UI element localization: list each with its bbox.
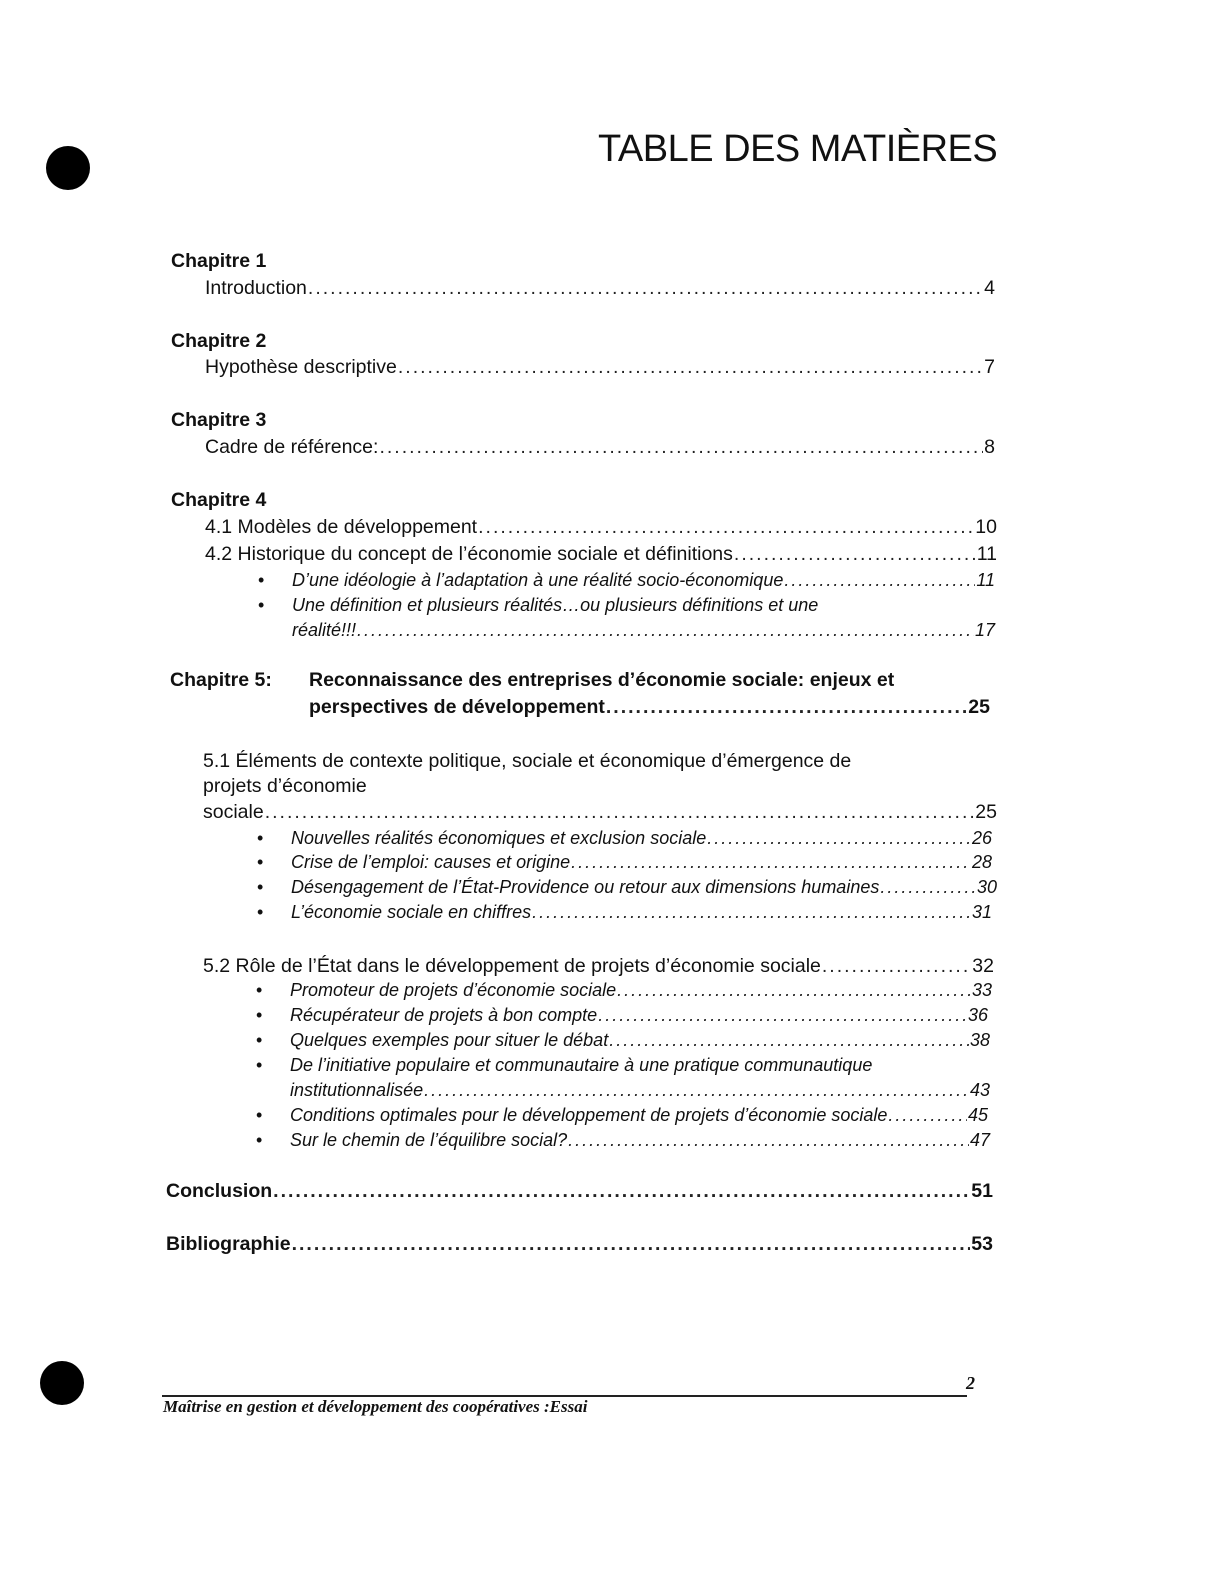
toc-entry: [290, 1080, 990, 1101]
toc-entry-label: Une définition et plusieurs réalités…ou plusieurs définitions et une: [292, 595, 819, 615]
toc-page-number: 38: [969, 1030, 990, 1050]
dot-leader: [880, 877, 976, 898]
toc-entry: [205, 543, 997, 566]
binder-hole-top: [46, 146, 90, 190]
toc-entry: [290, 1030, 990, 1051]
toc-heading: [290, 1055, 872, 1076]
toc-entry: [205, 436, 995, 459]
dot-leader: [707, 828, 971, 849]
dot-leader: [617, 980, 971, 1001]
bullet-icon: •: [257, 877, 264, 897]
toc-entry-label: Introduction: [205, 277, 307, 299]
toc-entry-label: 5.2 Rôle de l’État dans le développement de projets d’économie sociale: [203, 955, 821, 977]
toc-entry: [166, 1180, 993, 1203]
toc-heading: [171, 250, 266, 273]
toc-entry-label: 5.1 Éléments de contexte politique, sociale et économique d’émergence de: [203, 750, 852, 772]
dot-leader: [568, 1130, 969, 1151]
toc-entry-label: perspectives de développement: [309, 696, 605, 718]
dot-leader: [571, 852, 971, 873]
toc-heading: [203, 750, 851, 773]
toc-entry-label: Hypothèse descriptive: [205, 356, 397, 378]
page-title: TABLE DES MATIÈRES: [598, 128, 998, 170]
toc-page-number: 45: [967, 1105, 988, 1125]
toc-entry: [205, 516, 997, 539]
dot-leader: [784, 570, 975, 591]
toc-page-number: 36: [967, 1005, 988, 1025]
toc-entry-label: Chapitre 2: [171, 330, 267, 352]
dot-leader: [532, 902, 971, 923]
toc-entry-label: Conclusion: [166, 1180, 273, 1202]
dot-leader: [398, 356, 983, 379]
toc-entry: [291, 877, 997, 898]
toc-page-number: 43: [969, 1080, 990, 1100]
toc-entry-label: Promoteur de projets d’économie sociale: [290, 980, 617, 1000]
toc-entry: [292, 620, 995, 641]
toc-entry-label: De l’initiative populaire et communautaire à une pratique communautique: [290, 1055, 873, 1075]
bullet-icon: •: [256, 1005, 263, 1025]
toc-page-number: 25: [968, 696, 990, 718]
dot-leader: [478, 516, 974, 539]
bullet-icon: •: [256, 1130, 263, 1150]
toc-entry-label: Crise de l’emploi: causes et origine: [291, 852, 571, 872]
binder-hole-bottom: [40, 1361, 84, 1405]
page-number: 2: [966, 1373, 975, 1393]
toc-entry-label: Chapitre 5:: [170, 669, 272, 691]
toc-entry: [291, 852, 992, 873]
toc-entry-label: Désengagement de l’État-Providence ou retour aux dimensions humaines: [291, 877, 880, 897]
bullet-icon: •: [256, 1105, 263, 1125]
dot-leader: [734, 543, 976, 566]
bullet-icon: •: [257, 828, 264, 848]
toc-heading: [170, 669, 272, 692]
toc-entry: [205, 356, 995, 379]
toc-heading: [309, 669, 894, 692]
toc-page-number: 4: [984, 277, 995, 299]
toc-heading: [292, 595, 818, 616]
dot-leader: [292, 1233, 971, 1256]
toc-entry: [292, 570, 995, 591]
toc-page-number: 28: [971, 852, 992, 872]
toc-entry-label: L’économie sociale en chiffres: [291, 902, 532, 922]
bullet-icon: •: [258, 595, 265, 615]
toc-heading: [171, 330, 266, 353]
toc-entry-label: 4.1 Modèles de développement: [205, 516, 478, 538]
dot-leader: [609, 1030, 969, 1051]
toc-entry: [205, 277, 995, 300]
dot-leader: [606, 696, 967, 719]
toc-entry-label: Bibliographie: [166, 1233, 291, 1255]
toc-entry: [166, 1233, 993, 1256]
toc-entry-label: Chapitre 4: [171, 489, 267, 511]
toc-entry-label: sociale: [203, 801, 264, 823]
toc-entry-label: Nouvelles réalités économiques et exclusion sociale: [291, 828, 707, 848]
toc-page-number: 11: [976, 570, 995, 590]
dot-leader: [265, 801, 975, 824]
bullet-icon: •: [257, 852, 264, 872]
toc-heading: [171, 409, 266, 432]
toc-page-number: 32: [972, 955, 994, 977]
toc-entry-label: 4.2 Historique du concept de l’économie sociale et définitions: [205, 543, 733, 565]
dot-leader: [424, 1080, 969, 1101]
footer-text: Maîtrise en gestion et développement des coopératives :Essai: [163, 1397, 588, 1416]
dot-leader: [379, 436, 983, 459]
toc-page-number: 51: [971, 1180, 993, 1202]
dot-leader: [308, 277, 983, 300]
toc-page-number: 26: [971, 828, 992, 848]
toc-entry-label: réalité!!!: [292, 620, 357, 640]
toc-page-number: 8: [984, 436, 995, 458]
toc-page-number: 31: [971, 902, 992, 922]
toc-entry: [291, 828, 992, 849]
toc-entry-label: projets d’économie: [203, 775, 367, 797]
toc-entry-label: Cadre de référence:: [205, 436, 379, 458]
dot-leader: [273, 1180, 970, 1203]
bullet-icon: •: [257, 902, 264, 922]
toc-page-number: 11: [976, 543, 997, 565]
toc-heading: [203, 775, 367, 798]
dot-leader: [822, 955, 971, 978]
toc-page-number: 30: [976, 877, 997, 897]
toc-entry-label: Sur le chemin de l’équilibre social?: [290, 1130, 568, 1150]
toc-entry-label: Chapitre 3: [171, 409, 267, 431]
dot-leader: [598, 1005, 967, 1026]
toc-entry-label: D’une idéologie à l’adaptation à une réalité socio-économique: [292, 570, 784, 590]
toc-entry-label: institutionnalisée: [290, 1080, 424, 1100]
toc-entry-label: Quelques exemples pour situer le débat: [290, 1030, 609, 1050]
toc-page-number: 33: [971, 980, 992, 1000]
toc-entry: [309, 696, 990, 719]
dot-leader: [888, 1105, 967, 1126]
toc-page-number: 10: [975, 516, 997, 538]
toc-entry-label: Reconnaissance des entreprises d’économie sociale: enjeux et: [309, 669, 895, 691]
bullet-icon: •: [256, 1030, 263, 1050]
toc-entry: [291, 902, 992, 923]
toc-entry-label: Récupérateur de projets à bon compte: [290, 1005, 598, 1025]
bullet-icon: •: [256, 1055, 263, 1075]
toc-page-number: 7: [984, 356, 995, 378]
toc-entry: [290, 980, 992, 1001]
toc-entry: [290, 1130, 990, 1151]
toc-entry: [290, 1105, 988, 1126]
toc-heading: [171, 489, 266, 512]
toc-entry: [290, 1005, 988, 1026]
dot-leader: [357, 620, 974, 641]
toc-page-number: 53: [971, 1233, 993, 1255]
bullet-icon: •: [256, 980, 263, 1000]
toc-entry: [203, 801, 997, 824]
toc-page-number: 17: [974, 620, 995, 640]
bullet-icon: •: [258, 570, 265, 590]
toc-page-number: 47: [969, 1130, 990, 1150]
toc-page-number: 25: [975, 801, 997, 823]
toc-entry-label: Chapitre 1: [171, 250, 267, 272]
toc-entry-label: Conditions optimales pour le développement de projets d’économie sociale: [290, 1105, 888, 1125]
toc-entry: [203, 955, 994, 978]
